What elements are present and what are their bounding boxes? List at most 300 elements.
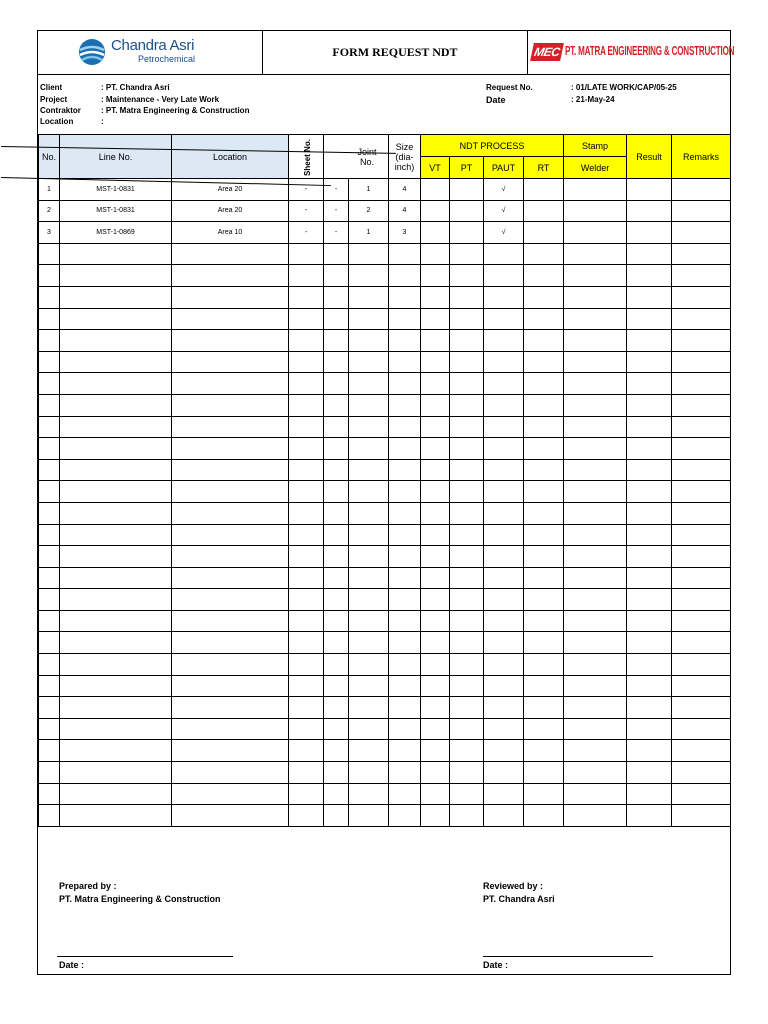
cell-vt xyxy=(421,524,450,546)
cell-rt xyxy=(524,610,564,632)
cell-location xyxy=(172,805,289,827)
cell-sheet2 xyxy=(324,805,349,827)
prepared-by-label: Prepared by : xyxy=(59,881,117,891)
col-line-header: Line No. xyxy=(60,135,172,179)
cell-location xyxy=(172,718,289,740)
cell-remarks xyxy=(672,459,731,481)
cell-size xyxy=(389,286,421,308)
cell-welder xyxy=(564,330,627,352)
cell-sheet2 xyxy=(324,762,349,784)
cell-line xyxy=(60,783,172,805)
cell-pt xyxy=(450,286,484,308)
date-value: : 21-May-24 xyxy=(571,95,615,104)
cell-size: 4 xyxy=(389,179,421,201)
cell-pt xyxy=(450,697,484,719)
cell-sheet2 xyxy=(324,697,349,719)
cell-result xyxy=(627,502,672,524)
cell-welder xyxy=(564,697,627,719)
table-row xyxy=(39,740,731,762)
cell-line xyxy=(60,243,172,265)
cell-location: Area 20 xyxy=(172,179,289,201)
cell-vt xyxy=(421,179,450,201)
cell-size xyxy=(389,567,421,589)
cell-result xyxy=(627,373,672,395)
project-value: : Maintenance - Very Late Work xyxy=(101,95,220,104)
cell-pt xyxy=(450,416,484,438)
cell-sheet2 xyxy=(324,438,349,460)
cell-sheet2 xyxy=(324,740,349,762)
cell-welder xyxy=(564,286,627,308)
cell-welder xyxy=(564,308,627,330)
cell-sheet2 xyxy=(324,394,349,416)
cell-paut xyxy=(484,502,524,524)
cell-location xyxy=(172,632,289,654)
cell-vt xyxy=(421,740,450,762)
cell-line xyxy=(60,308,172,330)
table-row xyxy=(39,502,731,524)
cell-sheet2 xyxy=(324,330,349,352)
cell-line: MST-1-0869 xyxy=(60,222,172,244)
cell-no: 2 xyxy=(39,200,60,222)
table-row xyxy=(39,546,731,568)
cell-remarks xyxy=(672,373,731,395)
ndt-request-form xyxy=(37,30,735,975)
table-row xyxy=(39,567,731,589)
cell-rt xyxy=(524,805,564,827)
cell-pt xyxy=(450,805,484,827)
cell-size xyxy=(389,351,421,373)
cell-joint xyxy=(349,805,389,827)
cell-pt xyxy=(450,502,484,524)
table-row xyxy=(39,286,731,308)
cell-sheet2 xyxy=(324,243,349,265)
cell-sheet xyxy=(289,697,324,719)
cell-sheet xyxy=(289,675,324,697)
cell-sheet: - xyxy=(289,179,324,201)
cell-no xyxy=(39,589,60,611)
cell-paut xyxy=(484,308,524,330)
ndt-process-header: NDT PROCESS xyxy=(421,135,564,157)
cell-rt xyxy=(524,632,564,654)
cell-welder xyxy=(564,481,627,503)
cell-rt xyxy=(524,783,564,805)
cell-rt xyxy=(524,308,564,330)
cell-result xyxy=(627,697,672,719)
cell-joint xyxy=(349,718,389,740)
cell-sheet xyxy=(289,524,324,546)
table-row xyxy=(39,330,731,352)
cell-line xyxy=(60,438,172,460)
cell-result xyxy=(627,762,672,784)
cell-sheet2 xyxy=(324,351,349,373)
cell-vt xyxy=(421,416,450,438)
cell-size xyxy=(389,805,421,827)
cell-sheet2 xyxy=(324,567,349,589)
cell-remarks xyxy=(672,546,731,568)
cell-vt xyxy=(421,783,450,805)
cell-no xyxy=(39,546,60,568)
cell-sheet xyxy=(289,654,324,676)
request-no-label: Request No. xyxy=(486,83,533,92)
cell-welder xyxy=(564,589,627,611)
cell-pt xyxy=(450,740,484,762)
cell-sheet xyxy=(289,481,324,503)
cell-no xyxy=(39,308,60,330)
cell-joint xyxy=(349,373,389,395)
cell-joint xyxy=(349,351,389,373)
col-location-header: Location xyxy=(172,135,289,179)
cell-remarks xyxy=(672,589,731,611)
cell-joint xyxy=(349,265,389,287)
cell-vt xyxy=(421,373,450,395)
cell-pt xyxy=(450,459,484,481)
cell-welder xyxy=(564,567,627,589)
cell-sheet xyxy=(289,416,324,438)
cell-remarks xyxy=(672,286,731,308)
cell-pt xyxy=(450,783,484,805)
table-row xyxy=(39,805,731,827)
cell-location xyxy=(172,783,289,805)
cell-welder xyxy=(564,416,627,438)
cell-no xyxy=(39,783,60,805)
cell-no xyxy=(39,286,60,308)
cell-rt xyxy=(524,762,564,784)
cell-sheet xyxy=(289,286,324,308)
cell-remarks xyxy=(672,222,731,244)
cell-no xyxy=(39,459,60,481)
cell-line xyxy=(60,546,172,568)
cell-welder xyxy=(564,783,627,805)
cell-line xyxy=(60,675,172,697)
cell-pt xyxy=(450,373,484,395)
cell-welder xyxy=(564,265,627,287)
cell-location xyxy=(172,265,289,287)
cell-joint xyxy=(349,308,389,330)
signature-line-left xyxy=(57,956,233,957)
table-row xyxy=(39,783,731,805)
cell-paut xyxy=(484,805,524,827)
cell-remarks xyxy=(672,351,731,373)
cell-sheet2: - xyxy=(324,222,349,244)
cell-no xyxy=(39,373,60,395)
cell-sheet2 xyxy=(324,286,349,308)
cell-vt xyxy=(421,459,450,481)
cell-sheet xyxy=(289,762,324,784)
cell-vt xyxy=(421,502,450,524)
table-row xyxy=(39,762,731,784)
cell-pt xyxy=(450,351,484,373)
cell-location xyxy=(172,459,289,481)
cell-pt xyxy=(450,567,484,589)
cell-rt xyxy=(524,740,564,762)
cell-result xyxy=(627,394,672,416)
cell-location xyxy=(172,610,289,632)
cell-sheet2 xyxy=(324,524,349,546)
cell-result xyxy=(627,416,672,438)
cell-remarks xyxy=(672,265,731,287)
cell-result xyxy=(627,459,672,481)
cell-line xyxy=(60,567,172,589)
cell-no xyxy=(39,438,60,460)
cell-size xyxy=(389,718,421,740)
cell-no xyxy=(39,762,60,784)
cell-rt xyxy=(524,697,564,719)
cell-paut xyxy=(484,654,524,676)
cell-sheet2: - xyxy=(324,179,349,201)
prepared-by xyxy=(59,881,221,904)
cell-pt xyxy=(450,654,484,676)
cell-line xyxy=(60,654,172,676)
cell-rt xyxy=(524,394,564,416)
cell-welder xyxy=(564,459,627,481)
cell-location xyxy=(172,330,289,352)
cell-rt xyxy=(524,416,564,438)
cell-pt xyxy=(450,438,484,460)
cell-sheet2 xyxy=(324,459,349,481)
cell-sheet: - xyxy=(289,222,324,244)
mec-badge: MEC xyxy=(530,43,564,61)
cell-vt xyxy=(421,394,450,416)
cell-paut xyxy=(484,351,524,373)
cell-joint xyxy=(349,394,389,416)
cell-location xyxy=(172,762,289,784)
cell-welder xyxy=(564,351,627,373)
table-row xyxy=(39,351,731,373)
cell-sheet xyxy=(289,632,324,654)
cell-vt xyxy=(421,762,450,784)
cell-joint xyxy=(349,524,389,546)
cell-rt xyxy=(524,567,564,589)
cell-size xyxy=(389,438,421,460)
table-row xyxy=(39,438,731,460)
cell-vt xyxy=(421,610,450,632)
col-pt-header: PT xyxy=(450,157,484,179)
cell-rt xyxy=(524,675,564,697)
cell-location xyxy=(172,286,289,308)
joint-no-label: Joint No. xyxy=(357,146,377,167)
cell-joint xyxy=(349,654,389,676)
cell-line xyxy=(60,697,172,719)
cell-joint xyxy=(349,459,389,481)
cell-sheet2 xyxy=(324,654,349,676)
cell-vt xyxy=(421,675,450,697)
cell-sheet2 xyxy=(324,502,349,524)
cell-welder xyxy=(564,675,627,697)
cell-line xyxy=(60,805,172,827)
cell-joint xyxy=(349,762,389,784)
cell-welder xyxy=(564,179,627,201)
cell-no: 3 xyxy=(39,222,60,244)
cell-size xyxy=(389,308,421,330)
cell-result xyxy=(627,740,672,762)
cell-line: MST-1-0831 xyxy=(60,179,172,201)
table-row xyxy=(39,265,731,287)
cell-result xyxy=(627,308,672,330)
cell-result xyxy=(627,805,672,827)
cell-sheet2: - xyxy=(324,200,349,222)
cell-remarks xyxy=(672,243,731,265)
cell-size xyxy=(389,373,421,395)
col-no-header: No. xyxy=(39,135,60,179)
cell-rt xyxy=(524,200,564,222)
cell-location xyxy=(172,351,289,373)
cell-joint xyxy=(349,697,389,719)
cell-welder xyxy=(564,632,627,654)
cell-line xyxy=(60,351,172,373)
cell-result xyxy=(627,243,672,265)
cell-remarks xyxy=(672,805,731,827)
cell-size xyxy=(389,330,421,352)
cell-line xyxy=(60,481,172,503)
cell-rt xyxy=(524,222,564,244)
cell-joint xyxy=(349,546,389,568)
cell-result xyxy=(627,200,672,222)
cell-result xyxy=(627,610,672,632)
cell-remarks xyxy=(672,200,731,222)
cell-vt xyxy=(421,632,450,654)
cell-result xyxy=(627,351,672,373)
client-label: Client xyxy=(40,83,63,92)
cell-remarks xyxy=(672,179,731,201)
cell-sheet: - xyxy=(289,200,324,222)
cell-rt xyxy=(524,502,564,524)
cell-no: 1 xyxy=(39,179,60,201)
cell-vt xyxy=(421,546,450,568)
cell-size xyxy=(389,546,421,568)
cell-joint: 1 xyxy=(349,222,389,244)
cell-size xyxy=(389,502,421,524)
cell-no xyxy=(39,718,60,740)
cell-no xyxy=(39,567,60,589)
location-label: Location xyxy=(40,117,74,126)
cell-result xyxy=(627,546,672,568)
table-body xyxy=(39,179,731,827)
reviewed-by-company: PT. Chandra Asri xyxy=(483,894,555,904)
table-row xyxy=(39,373,731,395)
date-label-left: Date : xyxy=(59,960,85,970)
cell-rt xyxy=(524,718,564,740)
cell-paut: √ xyxy=(484,179,524,201)
cell-paut xyxy=(484,718,524,740)
cell-remarks xyxy=(672,675,731,697)
cell-result xyxy=(627,286,672,308)
cell-pt xyxy=(450,675,484,697)
signature-block xyxy=(38,873,730,974)
cell-sheet xyxy=(289,805,324,827)
reviewed-by xyxy=(483,881,555,904)
cell-rt xyxy=(524,286,564,308)
cell-welder xyxy=(564,524,627,546)
cell-result xyxy=(627,481,672,503)
cell-rt xyxy=(524,330,564,352)
col-welder-header: Welder xyxy=(564,157,627,179)
cell-sheet xyxy=(289,394,324,416)
cell-sheet2 xyxy=(324,783,349,805)
cell-remarks xyxy=(672,783,731,805)
form-header xyxy=(38,31,735,75)
cell-joint xyxy=(349,502,389,524)
cell-location xyxy=(172,394,289,416)
cell-location xyxy=(172,675,289,697)
cell-paut xyxy=(484,567,524,589)
cell-paut xyxy=(484,675,524,697)
cell-welder xyxy=(564,373,627,395)
table-row xyxy=(39,459,731,481)
cell-sheet2 xyxy=(324,481,349,503)
cell-no xyxy=(39,351,60,373)
cell-size xyxy=(389,654,421,676)
cell-result xyxy=(627,179,672,201)
cell-size xyxy=(389,632,421,654)
cell-welder xyxy=(564,654,627,676)
cell-sheet xyxy=(289,373,324,395)
cell-paut xyxy=(484,330,524,352)
cell-no xyxy=(39,805,60,827)
cell-pt xyxy=(450,330,484,352)
cell-line xyxy=(60,762,172,784)
cell-vt xyxy=(421,718,450,740)
table-row xyxy=(39,481,731,503)
cell-pt xyxy=(450,632,484,654)
cell-size xyxy=(389,481,421,503)
cell-no xyxy=(39,243,60,265)
cell-remarks xyxy=(672,762,731,784)
cell-size xyxy=(389,610,421,632)
table-row xyxy=(39,524,731,546)
cell-size: 4 xyxy=(389,200,421,222)
cell-sheet2 xyxy=(324,416,349,438)
cell-sheet2 xyxy=(324,632,349,654)
cell-rt xyxy=(524,481,564,503)
cell-joint: 1 xyxy=(349,179,389,201)
contractor-value: : PT. Matra Engineering & Construction xyxy=(101,106,250,115)
cell-result xyxy=(627,265,672,287)
location-value: : xyxy=(101,117,104,126)
cell-result xyxy=(627,718,672,740)
cell-vt xyxy=(421,481,450,503)
table-row xyxy=(39,222,731,244)
col-size-header: Size (dia-inch) xyxy=(389,135,421,179)
cell-sheet xyxy=(289,330,324,352)
cell-location xyxy=(172,308,289,330)
cell-paut xyxy=(484,265,524,287)
cell-sheet xyxy=(289,740,324,762)
col-vt-header: VT xyxy=(421,157,450,179)
prepared-by-company: PT. Matra Engineering & Construction xyxy=(59,894,221,904)
cell-pt xyxy=(450,200,484,222)
cell-sheet xyxy=(289,459,324,481)
cell-rt xyxy=(524,243,564,265)
cell-line xyxy=(60,416,172,438)
cell-rt xyxy=(524,546,564,568)
cell-vt xyxy=(421,308,450,330)
cell-paut xyxy=(484,546,524,568)
cell-remarks xyxy=(672,610,731,632)
cell-sheet xyxy=(289,783,324,805)
cell-vt xyxy=(421,351,450,373)
cell-remarks xyxy=(672,330,731,352)
cell-joint xyxy=(349,481,389,503)
cell-paut xyxy=(484,740,524,762)
cell-sheet xyxy=(289,351,324,373)
cell-size xyxy=(389,783,421,805)
request-info xyxy=(38,75,730,133)
cell-result xyxy=(627,567,672,589)
cell-size: 3 xyxy=(389,222,421,244)
stamp-header: Stamp xyxy=(564,135,627,157)
cell-paut: √ xyxy=(484,200,524,222)
cell-sheet2 xyxy=(324,308,349,330)
